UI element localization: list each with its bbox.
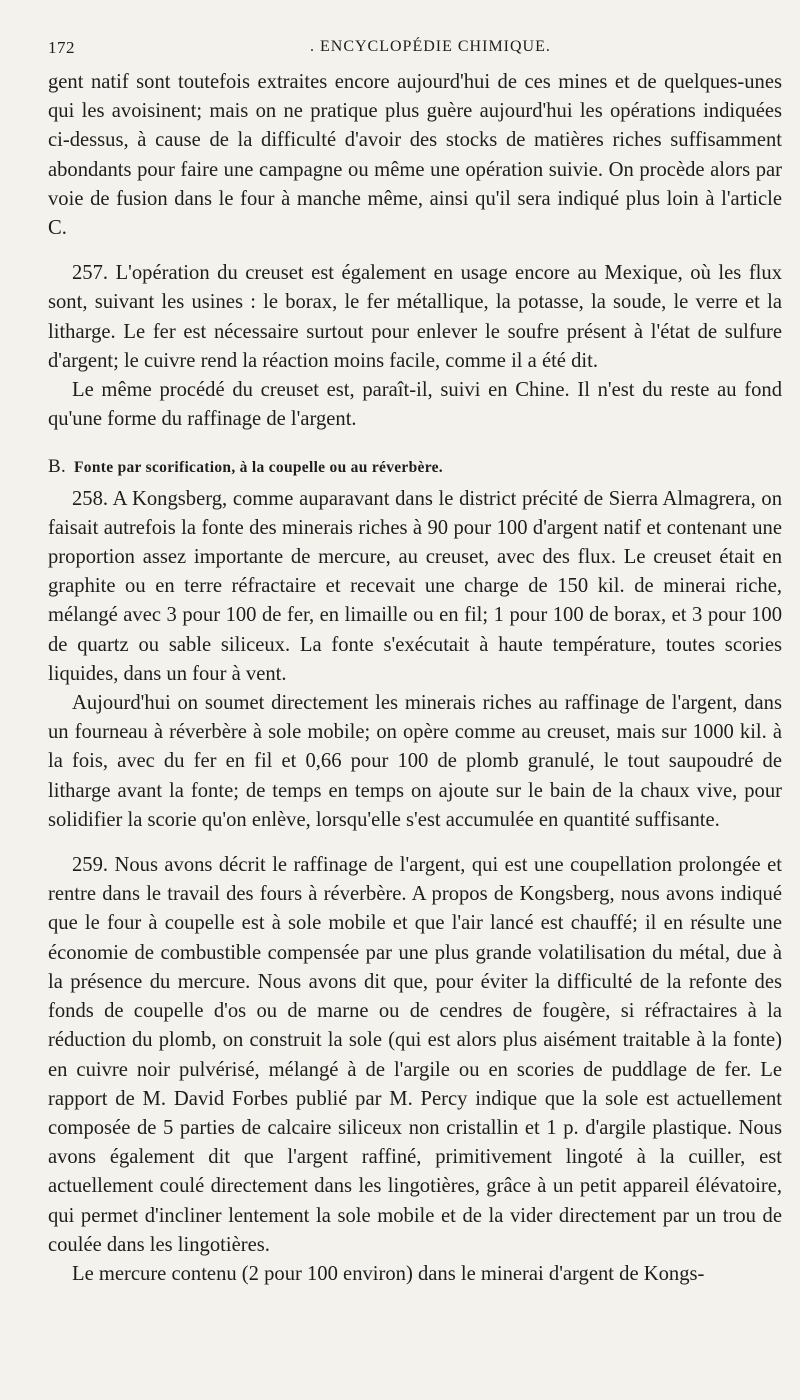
section-heading [48, 452, 782, 482]
page-number: 172 [48, 38, 75, 57]
paragraph-continuation: gent natif sont toutefois extraites encore aujourd'hui de ces mines et de quelques-unes qui les avoisinent; mais on ne pratique plus guère aujourd'hui les opérations indiquées ci-dessus, à cause de la difficulté d'avoir des stocks de matières riches suffisamment abondants pour faire une campagne ou même une opération suivie. On procède alors par voie de fusion dans le four à manche même, ainsi qu'il sera indiqué plus loin à l'article C. [48, 71, 782, 240]
page-header [48, 30, 782, 60]
section-title: Fonte par scorification, à la coupelle ou au réverbère. [74, 459, 443, 477]
paragraph-259: 259. Nous avons décrit le raffinage de l'argent, qui est une coupellation prolongée et rentre dans le travail des fours à réverbère. A propos de Kongsberg, nous avons indiqué que le four à coupelle est à sole mobile et que l'air lancé est chauffé; il en résulte une économie de combustible compensée par une plus grande volatilisation du métal, due à la présence du mercure. Nous avons dit que, pour éviter la difficulté de la refonte des fonds de coupelle d'os ou de marne ou de cendres de fougère, si réfractaires à la réduction du plomb, on construit la sole (qui est alors plus aisément traitable à la fonte) en cuivre noir pulvérisé, mélangé à de l'argile ou en scories de puddlage de fer. Le rapport de M. David Forbes publié par M. Percy indique que la sole est actuellement composée de 5 parties de calcaire siliceux non cristallin et 1 p. d'argile plastique. Nous avons également dit que l'argent raffiné, primitivement lingoté à la cuiller, est actuellement coulé directement dans les lingotières, grâce à un petit appareil élévatoire, qui permet d'incliner lentement la sole mobile et de la vider directement par un trou de coulée dans les lingotières. [48, 854, 782, 1256]
page-body [48, 68, 782, 1289]
running-title: . ENCYCLOPÉDIE CHIMIQUE. [310, 38, 551, 55]
paragraph-last: Le mercure contenu (2 pour 100 environ) dans le minerai d'argent de Kongs- [72, 1262, 705, 1285]
paragraph-257: 257. L'opération du creuset est également en usage encore au Mexique, où les flux sont, suivant les usines : le borax, le fer métallique, la potasse, la soude, le verre et la litharge. Le fer est nécessaire surtout pour enlever le soufre présent à l'état de sulfure d'argent; le cuivre rend la réaction moins facile, comme il a été dit. [48, 262, 782, 372]
book-page [48, 30, 782, 1289]
section-letter: B. [48, 456, 67, 478]
paragraph-257-continued: Le même procédé du creuset est, paraît-il, suivi en Chine. Il n'est du reste au fond qu'une forme du raffinage de l'argent. [48, 379, 782, 431]
paragraph-258: 258. A Kongsberg, comme auparavant dans le district précité de Sierra Almagrera, on faisait autrefois la fonte des minerais riches à 90 pour 100 d'argent natif et contenant une proportion assez importante de mercure, au creuset, avec des flux. Le creuset était en graphite ou en terre réfractaire et recevait une charge de 150 kil. de minerai riche, mélangé avec 3 pour 100 de fer, en limaille ou en fil; 1 pour 100 de borax, et 3 pour 100 de quartz ou sable siliceux. La fonte s'exécutait à haute température, toutes scories liquides, dans un four à vent. [48, 487, 782, 685]
paragraph-258-continued: Aujourd'hui on soumet directement les minerais riches au raffinage de l'argent, dans un fourneau à réverbère à sole mobile; on opère comme au creuset, mais sur 1000 kil. à la fois, avec du fer en fil et 0,66 pour 100 de plomb granulé, le tout saupoudré de litharge avant la fonte; de temps en temps on ajoute sur le bain de la chaux vive, pour solidifier la scorie qu'on enlève, lorsqu'elle s'est accumulée en quantité suffisante. [48, 692, 782, 831]
